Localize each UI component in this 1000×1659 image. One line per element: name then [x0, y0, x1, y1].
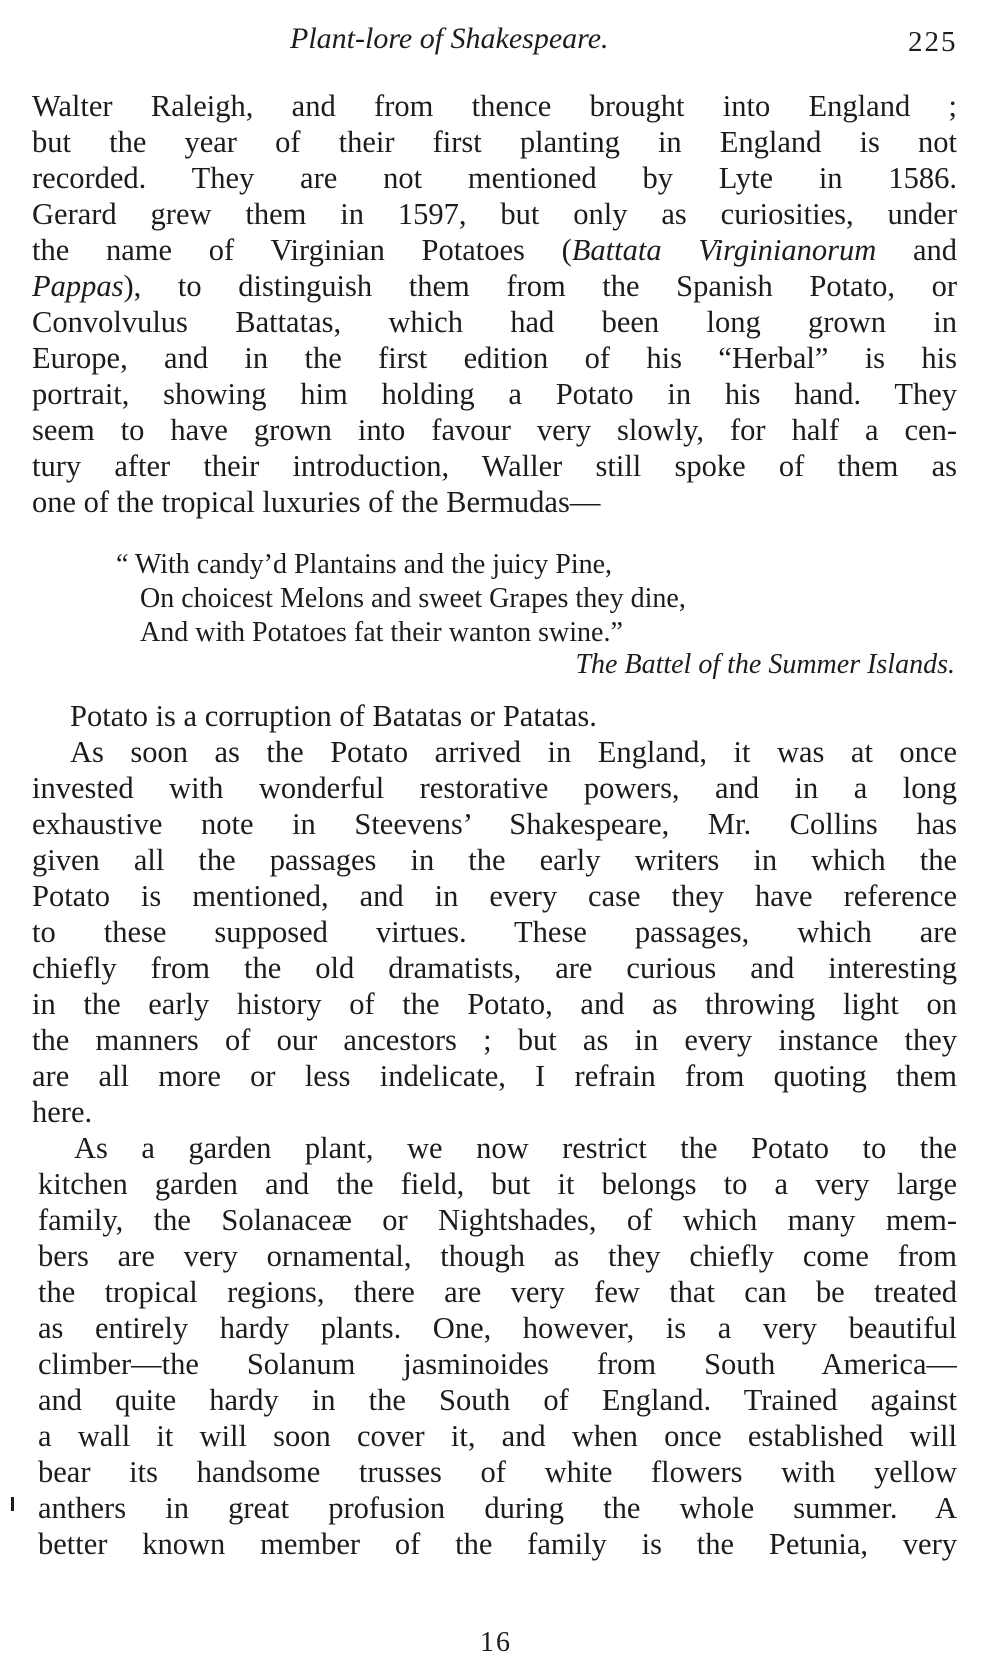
text-line: and quite hardy in the South of England. Trained against [38, 1383, 957, 1417]
text-line: recorded. They are not mentioned by Lyte in 1586. [32, 161, 957, 195]
text-line: a wall it will soon cover it, and when once established will [38, 1419, 957, 1453]
verse-source: The Battel of the Summer Islands. [575, 649, 955, 680]
text-line: one of the tropical luxuries of the Bermudas— [32, 485, 601, 519]
text-line: in the early history of the Potato, and as throwing light on [32, 987, 957, 1021]
text-line: Convolvulus Battatas, which had been long grown in [32, 305, 957, 339]
text-line: climber—the Solanum jasminoides from South America— [38, 1347, 957, 1381]
text-line: Potato is a corruption of Batatas or Patatas. [70, 699, 597, 733]
text-line: Europe, and in the first edition of his “Herbal” is his [32, 341, 957, 375]
text-line: here. [32, 1095, 93, 1129]
text-line: Potato is mentioned, and in every case they have reference [32, 879, 957, 913]
text-line: Walter Raleigh, and from thence brought into England ; [32, 89, 957, 123]
verse-line: On choicest Melons and sweet Grapes they dine, [140, 583, 686, 614]
page-number: 225 [908, 26, 958, 58]
text-line: anthers in great profusion during the whole summer. A [38, 1491, 957, 1525]
text-line: tury after their introduction, Waller still spoke of them as [32, 449, 957, 483]
text-line: portrait, showing him holding a Potato in his hand. They [32, 377, 957, 411]
verse-line: And with Potatoes fat their wanton swine.” [140, 617, 623, 648]
text-line: As soon as the Potato arrived in England, it was at once [70, 735, 957, 769]
text-line: exhaustive note in Steevens’ Shakespeare, Mr. Collins has [32, 807, 957, 841]
signature-mark: 16 [480, 1627, 512, 1658]
running-title: Plant-lore of Shakespeare. [290, 22, 609, 55]
text-line: As a garden plant, we now restrict the Potato to the [74, 1131, 957, 1165]
text-line: are all more or less indelicate, I refrain from quoting them [32, 1059, 957, 1093]
verse-line: “ With candy’d Plantains and the juicy Pine, [116, 549, 613, 580]
text-line: bers are very ornamental, though as they chiefly come from [38, 1239, 957, 1273]
text-line: seem to have grown into favour very slowly, for half a cen- [32, 413, 957, 447]
text-line: as entirely hardy plants. One, however, is a very beautiful [38, 1311, 957, 1345]
text-line: the name of Virginian Potatoes (Battata Virginianorum and [32, 233, 957, 267]
latin-name: Pappas [32, 269, 124, 303]
text-line: better known member of the family is the Petunia, very [38, 1527, 957, 1561]
margin-mark [11, 1497, 14, 1511]
page-header [0, 22, 1000, 62]
text-line: to these supposed virtues. These passages, which are [32, 915, 957, 949]
text-line: the tropical regions, there are very few that can be treated [38, 1275, 957, 1309]
text-line: invested with wonderful restorative powers, and in a long [32, 771, 957, 805]
text-line: bear its handsome trusses of white flowers with yellow [38, 1455, 957, 1489]
text-line: the manners of our ancestors ; but as in every instance they [32, 1023, 957, 1057]
text-line: Gerard grew them in 1597, but only as curiosities, under [32, 197, 957, 231]
text-line: kitchen garden and the field, but it belongs to a very large [38, 1167, 957, 1201]
text-line: chiefly from the old dramatists, are curious and interesting [32, 951, 957, 985]
latin-name: Battata Virginianorum [571, 233, 877, 267]
text-line: given all the passages in the early writers in which the [32, 843, 957, 877]
text-line: family, the Solanaceæ or Nightshades, of which many mem- [38, 1203, 957, 1237]
text-line: Pappas), to distinguish them from the Spanish Potato, or [32, 269, 957, 303]
text-line: but the year of their first planting in England is not [32, 125, 957, 159]
